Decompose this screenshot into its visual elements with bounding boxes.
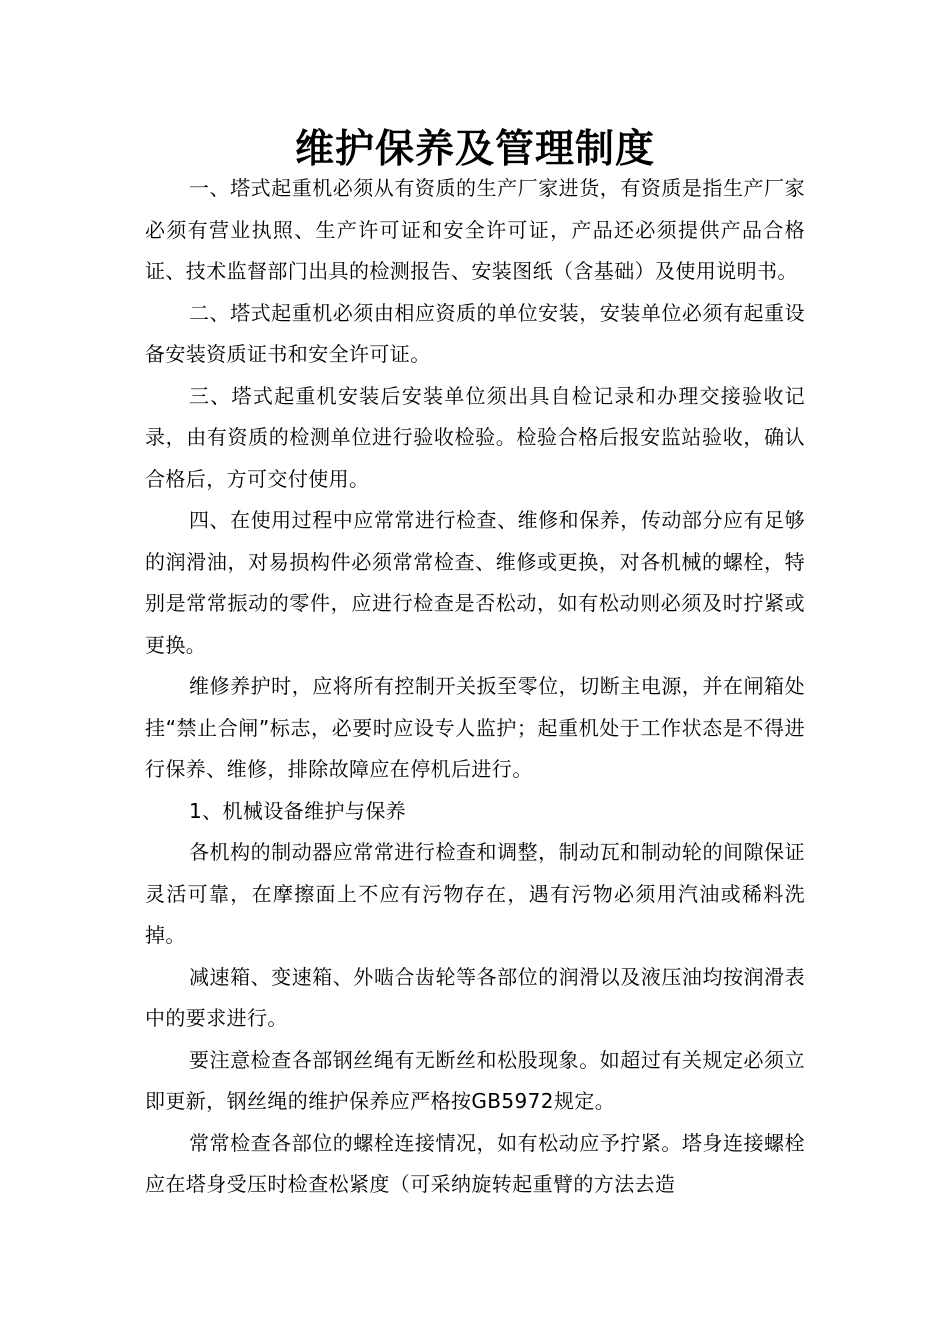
paragraph-5: 维修养护时，应将所有控制开关扳至零位，切断主电源，并在闸箱处挂“禁止合闸”标志，必要时应设专人监护；起重机处于工作状态是不得进行保养、维修，排除故障应在停机后进行。 — [145, 674, 805, 781]
section-heading-1: 1、机械设备维护与保养 — [189, 798, 407, 823]
paragraph-8: 要注意检查各部钢丝绳有无断丝和松股现象。如超过有关规定必须立即更新，钢丝绳的维护保养应严格按GB5972规定。 — [145, 1047, 805, 1113]
paragraph-3: 三、塔式起重机安装后安装单位须出具自检记录和办理交接验收记录，由有资质的检测单位进行验收检验。检验合格后报安监站验收，确认合格后，方可交付使用。 — [145, 383, 805, 491]
paragraph-1: 一、塔式起重机必须从有资质的生产厂家进货，有资质是指生产厂家必须有营业执照、生产许可证和安全许可证，产品还必须提供产品合格证、技术监督部门出具的检测报告、安装图纸（含基础）及使用说明书。 — [145, 176, 805, 283]
paragraph-9: 常常检查各部位的螺栓连接情况，如有松动应予拧紧。塔身连接螺栓应在塔身受压时检查松紧度（可采纳旋转起重臂的方法去造 — [145, 1130, 805, 1196]
document-body — [145, 168, 805, 1206]
paragraph-2: 二、塔式起重机必须由相应资质的单位安装，安装单位必须有起重设备安装资质证书和安全许可证。 — [145, 300, 805, 366]
paragraph-6: 各机构的制动器应常常进行检查和调整，制动瓦和制动轮的间隙保证灵活可靠，在摩擦面上不应有污物存在，遇有污物必须用汽油或稀料洗掉。 — [145, 840, 805, 947]
document-title: 维护保养及管理制度 — [294, 127, 655, 172]
paragraph-7: 减速箱、变速箱、外啮合齿轮等各部位的润滑以及液压油均按润滑表中的要求进行。 — [145, 964, 805, 1030]
paragraph-4: 四、在使用过程中应常常进行检查、维修和保养，传动部分应有足够的润滑油，对易损构件必须常常检查、维修或更换，对各机械的螺栓，特别是常常振动的零件，应进行检查是否松动，如有松动则必须及时拧紧或更换。 — [145, 508, 805, 657]
